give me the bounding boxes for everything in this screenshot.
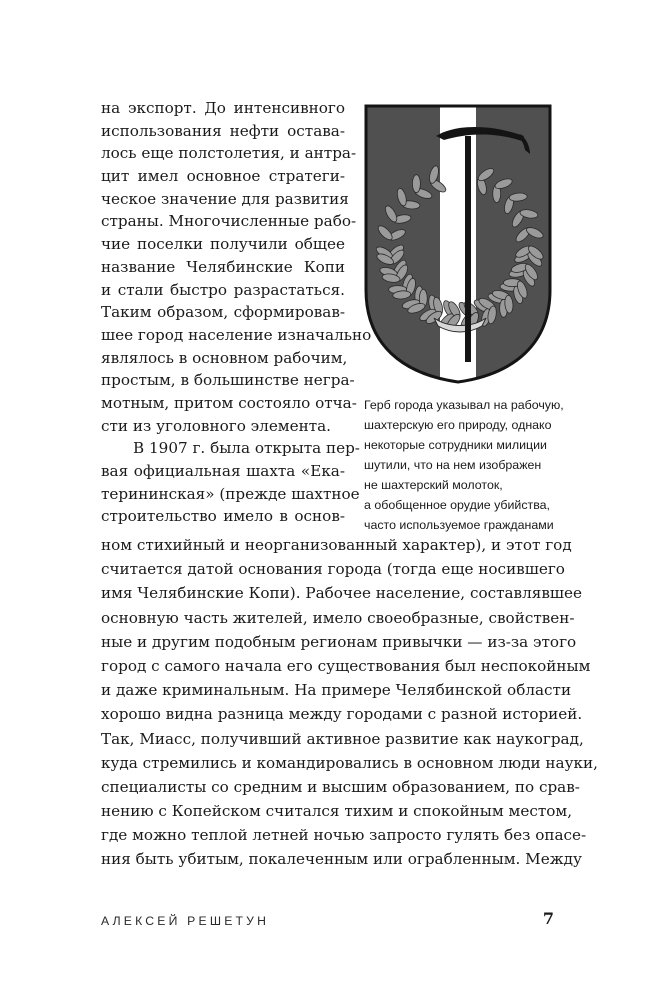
running-footer-author: АЛЕКСЕЙ РЕШЕТУН [101,914,270,928]
text-line: шее город население изначально [101,325,372,344]
image-caption [364,395,564,535]
text-line: основную часть жителей, имело своеобразные, свойствен- [101,608,575,627]
text-line: название Челябинские Копи [101,257,345,276]
body-text-column [101,97,372,528]
text-line: Так, Миасс, получивший активное развитие как наукоград, [101,729,584,748]
text-line: ном стихийный и неорганизованный характер), и этот год [101,536,572,554]
caption-line: часто используемое гражданами [364,518,554,532]
text-line: ния быть убитым, покалеченным или ограбленным. Между [101,850,582,869]
text-line: специалисты со средним и высшим образованием, по срав- [101,777,580,796]
coat-of-arms-image [364,104,552,384]
caption-line: а обобщенное орудие убийства, [364,498,550,512]
text-line: использования нефти остава- [101,121,345,140]
text-line: вая официальная шахта «Ека- [101,462,345,480]
shield-field [364,104,552,384]
body-text-full-width [101,533,598,872]
text-line: ные и другим подобным регионам привычки — из-за этого [101,632,577,651]
text-line: Таким образом, сформировав- [101,303,345,322]
text-line: и стали быстро разрастаться. [101,280,345,299]
text-line: ческое значение для развития [101,189,349,208]
text-line: строительство имело в основ- [101,507,345,526]
text-line: терининская» (прежде шахтное [101,484,360,503]
text-line: хорошо видна разница между городами с разной историей. [101,705,583,724]
text-line: город с самого начала его существования был неспокойным [101,656,591,675]
caption-line: некоторые сотрудники милиции [364,438,547,452]
text-line: чие поселки получили общее [101,235,345,254]
page-number: 7 [542,909,554,928]
text-line: на экспорт. До интенсивного [101,99,345,117]
caption-line: шахтерскую его природу, однако [364,418,552,432]
text-line: лось еще полстолетия, и антра- [101,144,357,163]
text-line: мотным, притом состояло отча- [101,393,357,412]
caption-line: Герб города указывал на рабочую, [364,398,564,412]
text-line: куда стремились и командировались в основном люди науки, [101,753,598,772]
text-line: страны. Многочисленные рабо- [101,212,357,231]
text-line: цит имел основное стратеги- [101,167,345,186]
text-line: сти из уголовного элемента. [101,416,332,435]
text-line: В 1907 г. была открыта пер- [133,439,360,458]
text-line: где можно теплой летней ночью запросто гулять без опасе- [101,826,587,845]
text-line: имя Челябинские Копи). Рабочее население, составлявшее [101,584,582,603]
caption-line: шутили, что на нем изображен [364,458,542,472]
laurel-leaf [412,175,420,193]
text-line: являлось в основном рабочим, [101,348,348,367]
text-line: простым, в большинстве негра- [101,371,355,390]
caption-line: не шахтерский молоток, [364,478,503,492]
text-line: и даже криминальным. На примере Челябинской области [101,681,572,700]
text-line: считается датой основания города (тогда еще носившего [101,560,565,579]
text-line: нению с Копейском считался тихим и спокойным местом, [101,802,573,821]
